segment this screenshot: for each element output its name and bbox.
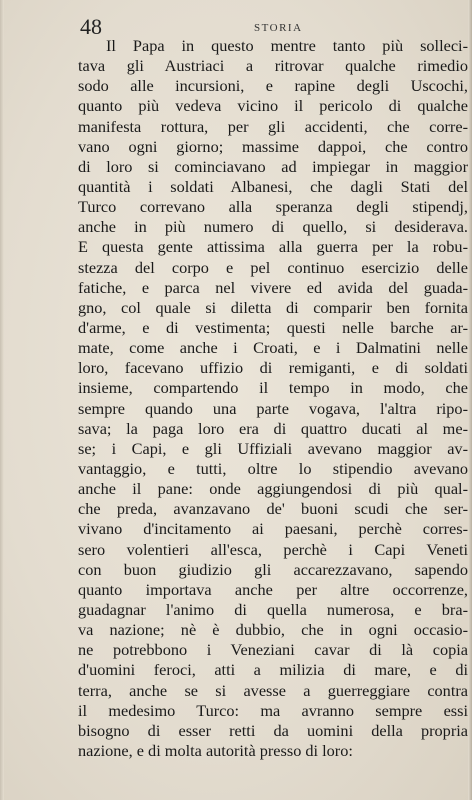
text-line: sero volentieri all'esca, perchè i Capi Veneti: [78, 539, 468, 559]
text-line: anche il pane: onde aggiungendosi di più qual-: [78, 479, 468, 499]
body-text: [78, 36, 468, 761]
text-line: tava gli Austriaci a ritrovar qualche rimedio: [78, 56, 468, 76]
text-line: il medesimo Turco: ma avranno sempre essi: [78, 700, 468, 720]
text-line: d'uomini feroci, atti a milizia di mare, e di: [78, 660, 468, 680]
text-line: mate, come anche i Croati, e i Dalmatini nelle: [78, 338, 468, 358]
text-line: quanto importava anche per altre occorrenze,: [78, 579, 468, 599]
text-line: ne potrebbono i Veneziani cavar di là copia: [78, 640, 468, 660]
text-line: nazione, e di molta autorità presso di loro:: [78, 740, 353, 760]
text-line: guadagnar l'animo di quella numerosa, e bra-: [78, 599, 468, 619]
text-line: insieme, compartendo il tempo in modo, che: [78, 378, 468, 398]
page-number: 48: [80, 14, 102, 39]
text-line: gno, col quale si diletta di comparir ben fornita: [78, 297, 468, 317]
text-line: Il Papa in questo mentre tanto più solleci-: [106, 36, 468, 55]
running-head: STORIA: [254, 22, 303, 34]
page-right-edge: [468, 0, 472, 800]
text-line: che preda, avanzavano de' buoni scudi che ser-: [78, 499, 468, 519]
text-line: sodo alle incursioni, e rapine degli Uscochi,: [78, 76, 468, 96]
text-line: anche in più numero di quello, si desiderava.: [78, 217, 468, 237]
text-line: se; i Capi, e gli Uffiziali avevano maggior av-: [78, 438, 468, 458]
text-line: quantità i soldati Albanesi, che dagli Stati del: [78, 176, 468, 196]
text-line: vano ogni giorno; massime dappoi, che contro: [78, 136, 468, 156]
text-line: vantaggio, e tutti, oltre lo stipendio avevano: [78, 458, 468, 478]
page-left-edge: [0, 0, 4, 800]
text-line: fatiche, e parca nel vivere ed avida del guada-: [78, 277, 468, 297]
text-line: stezza del corpo e pel continuo esercizio delle: [78, 257, 468, 277]
text-line: di loro si cominciavano ad impiegar in maggior: [78, 156, 468, 176]
text-line: sava; la paga loro era di quattro ducati al me-: [78, 418, 468, 438]
text-line: manifesta rottura, per gli accidenti, che corre-: [78, 116, 468, 136]
text-line: d'arme, e di vestimenta; questi nelle barche ar-: [78, 317, 468, 337]
text-line: con buon giudizio gli accarezzavano, sapendo: [78, 559, 468, 579]
text-line: vivano d'incitamento ai paesani, perchè corres-: [78, 519, 468, 539]
text-line: quanto più vedeva vicino il pericolo di qualche: [78, 96, 468, 116]
text-line: loro, facevano uffizio di remiganti, e di soldati: [78, 358, 468, 378]
text-line: bisogno di esser retti da uomini della propria: [78, 720, 468, 740]
text-line: terra, anche se si avesse a guerreggiare contra: [78, 680, 468, 700]
text-line: va nazione; nè è dubbio, che in ogni occasio-: [78, 620, 468, 640]
text-line: E questa gente attissima alla guerra per la robu-: [78, 237, 468, 257]
text-line: Turco correvano alla speranza degli stipendj,: [78, 197, 468, 217]
text-line: sempre quando una parte vogava, l'altra ripo-: [78, 398, 468, 418]
